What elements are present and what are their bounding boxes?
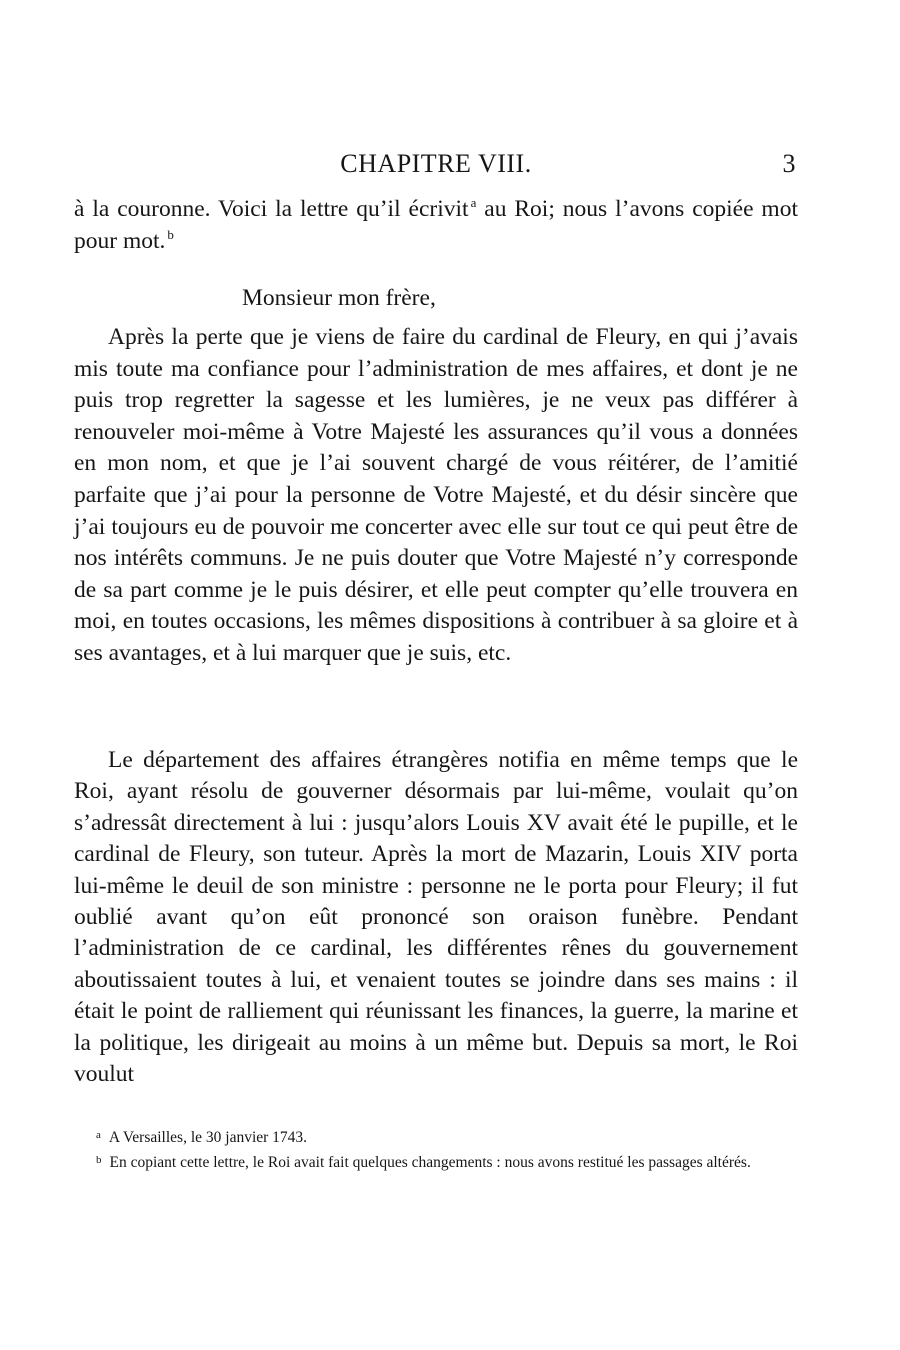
- footnote-reference-b: b: [167, 226, 174, 242]
- lead-text-part-2: au Roi; nous l’avons copiée mot pour mot.: [74, 196, 798, 254]
- narrative-body: [74, 745, 798, 1090]
- chapter-title: CHAPITRE VIII.: [340, 149, 532, 178]
- footnote-text-b: En copiant cette lettre, le Roi avait fait quelques changements : nous avons restitué les passages altérés.: [109, 1154, 751, 1171]
- narrative-paragraph: Le département des affaires étrangères notifia en même temps que le Roi, ayant résolu de gouverner désormais par lui-même, voulait qu’on s’adressât directement à lui : jusqu’alors Louis XV avait été le pupille, et le cardinal de Fleury, son tuteur. Après la mort de Mazarin, Louis XIV porta lui-même le deuil de son ministre : personne ne le porta pour Fleury; il fut oublié avant qu’on eût prononcé son oraison funèbre. Pendant l’administration de ce cardinal, les différentes rênes du gouvernement aboutissaient toutes à lui, et venaient toutes se joindre dans ses mains : il était le point de ralliement qui réunissant les finances, la guerre, la marine et la politique, les dirigeait au moins à un même but. Depuis sa mort, le Roi voulut: [74, 747, 798, 1088]
- footnote-mark-a: a: [96, 1129, 101, 1141]
- footnote-mark-b: b: [96, 1154, 102, 1166]
- letter-paragraph: Après la perte que je viens de faire du cardinal de Fleury, en qui j’avais mis toute ma confiance pour l’administration de mes affaires, et dont je ne puis trop regretter la sagesse et les lumières, je ne veux pas différer à renouveler moi-même à Votre Majesté les assurances qu’il vous a données en mon nom, et que je l’ai souvent chargé de vous réitérer, de l’amitié parfaite que j’ai pour la personne de Votre Majesté, et du désir sincère que j’ai toujours eu de pouvoir me concerter avec elle sur tout ce qui peut être de nos intérêts communs. Je ne puis douter que Votre Majesté n’y corresponde de sa part comme je le puis désirer, et elle peut compter qu’elle trouvera en moi, en toutes occasions, les mêmes dispositions à contribuer à sa gloire et à ses avantages, et à lui marquer que je suis, etc.: [74, 324, 798, 666]
- continuation-paragraph: [74, 194, 798, 257]
- footnote-text-a: A Versailles, le 30 janvier 1743.: [108, 1129, 308, 1146]
- footnote-a: [74, 1124, 798, 1149]
- footnotes: [74, 1124, 798, 1174]
- page-number: 3: [782, 149, 796, 178]
- footnote-b: [74, 1149, 798, 1174]
- letter-body: [74, 322, 798, 670]
- letter-salutation: Monsieur mon frère,: [242, 285, 436, 311]
- lead-text-part-1: à la couronne. Voici la lettre qu’il écrivit: [74, 196, 469, 222]
- running-head: [74, 146, 798, 182]
- lead-text: [74, 194, 798, 257]
- footnote-reference-a: a: [470, 195, 477, 210]
